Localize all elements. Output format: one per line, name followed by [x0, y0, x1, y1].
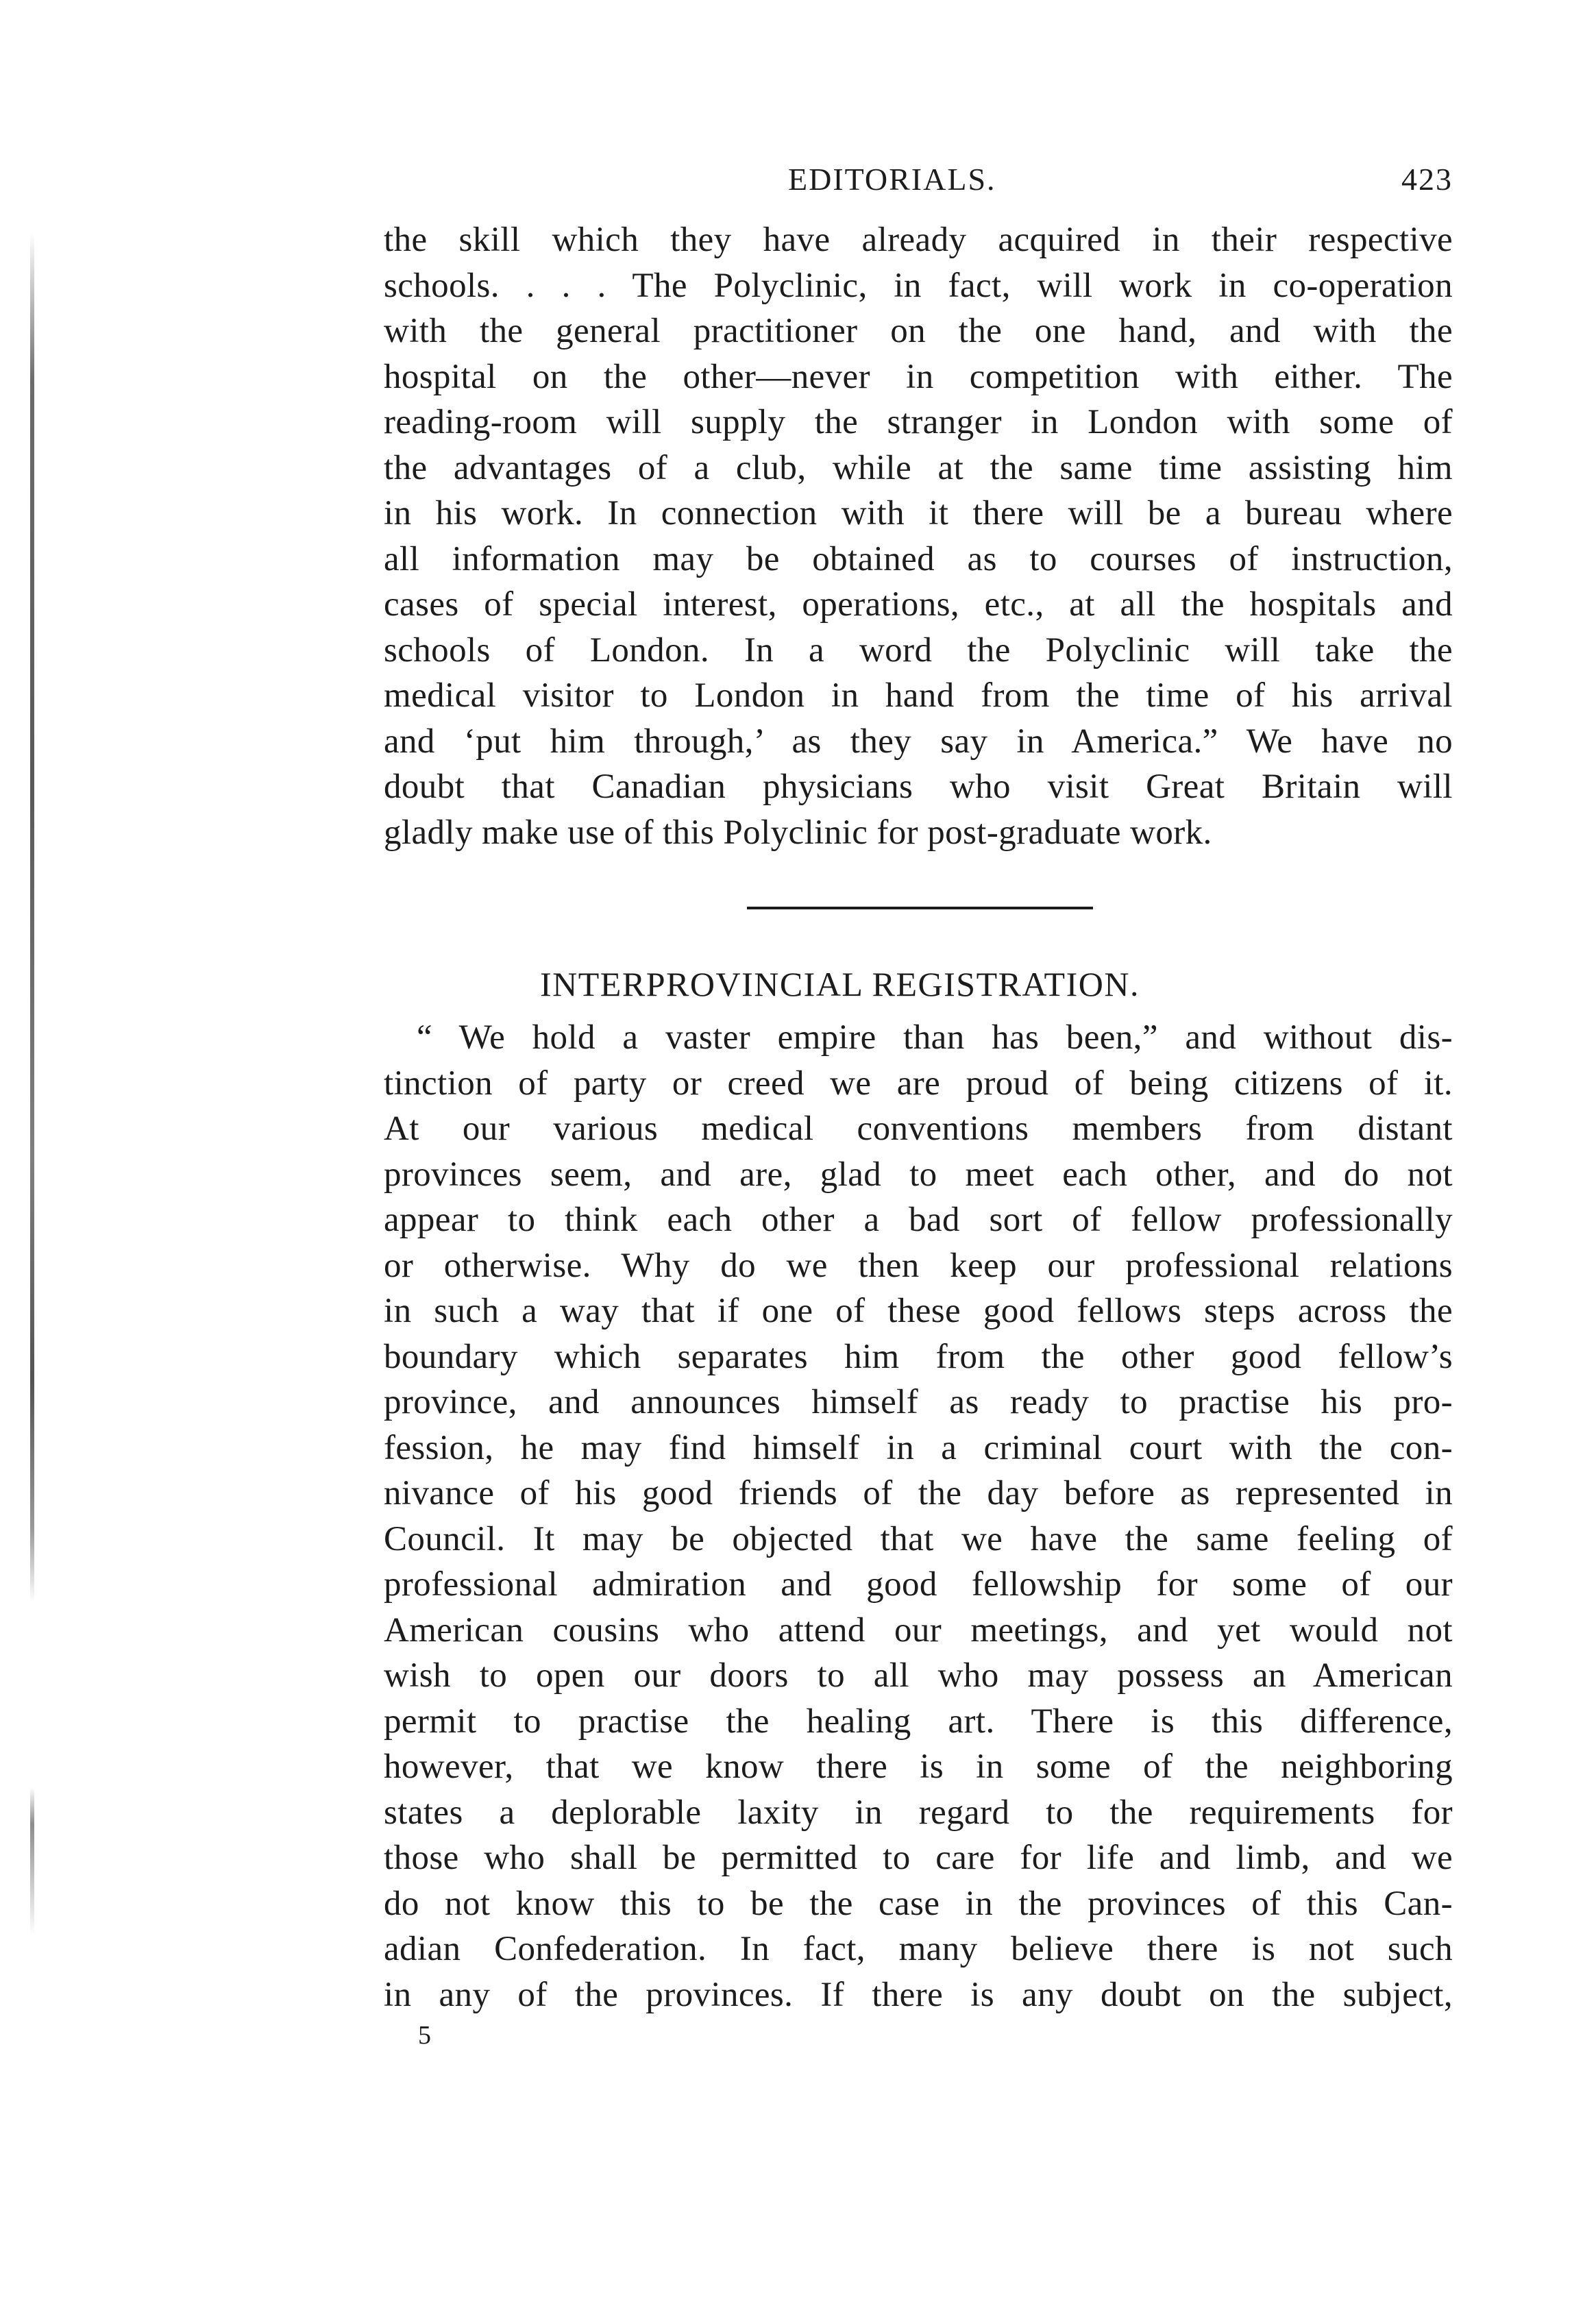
- text-line: wish to open our doors to all who may possess an American: [384, 1656, 1453, 1695]
- text-line: schools. . . . The Polyclinic, in fact, will work in co-operation: [384, 266, 1453, 305]
- text-line: or otherwise. Why do we then keep our professional relations: [384, 1246, 1453, 1285]
- section-divider: [747, 907, 1093, 909]
- section-heading: INTERPROVINCIAL REGISTRATION.: [540, 965, 1140, 1003]
- book-page: [384, 154, 1453, 2050]
- scan-edge-shadow: [30, 233, 34, 2083]
- text-line: however, that we know there is in some of the neighboring: [384, 1748, 1453, 1786]
- registration-paragraph: [384, 1015, 1453, 2018]
- text-line: medical visitor to London in hand from the time of his arrival: [384, 676, 1453, 715]
- text-line: provinces seem, and are, glad to meet each other, and do not: [384, 1155, 1453, 1194]
- text-line: do not know this to be the case in the provinces of this Can-: [384, 1884, 1453, 1923]
- text-line: permit to practise the healing art. There is this difference,: [384, 1702, 1453, 1741]
- text-line: in his work. In connection with it there will be a bureau where: [384, 494, 1453, 532]
- polyclinic-paragraph: [384, 217, 1453, 855]
- text-line: reading-room will supply the stranger in London with some of: [384, 403, 1453, 441]
- text-line: gladly make use of this Polyclinic for post-graduate work.: [384, 813, 1212, 852]
- text-line: adian Confederation. In fact, many believe there is not such: [384, 1930, 1453, 1968]
- text-line: professional admiration and good fellowship for some of our: [384, 1565, 1453, 1604]
- text-line: cases of special interest, operations, etc., at all the hospitals and: [384, 585, 1453, 624]
- text-line: in such a way that if one of these good fellows steps across the: [384, 1292, 1453, 1330]
- text-line: with the general practitioner on the one hand, and with the: [384, 312, 1453, 350]
- page-number: 423: [1401, 162, 1453, 197]
- running-header: [384, 154, 1453, 202]
- text-line: the advantages of a club, while at the same time assisting him: [384, 448, 1453, 487]
- printer-signature-mark: 5: [418, 2021, 431, 2050]
- text-line: hospital on the other—never in competition with either. The: [384, 357, 1453, 396]
- text-line: nivance of his good friends of the day before as represented in: [384, 1474, 1453, 1512]
- text-line: the skill which they have already acquired in their respective: [384, 221, 1453, 259]
- text-line: states a deplorable laxity in regard to the requirements for: [384, 1793, 1453, 1832]
- text-line: “ We hold a vaster empire than has been,” and without dis-: [417, 1018, 1453, 1057]
- text-line: tinction of party or creed we are proud of being citizens of it.: [384, 1064, 1453, 1103]
- text-line: those who shall be permitted to care for life and limb, and we: [384, 1839, 1453, 1877]
- text-line: and ‘put him through,’ as they say in America.” We have no: [384, 722, 1453, 761]
- text-line: in any of the provinces. If there is any doubt on the subject,: [384, 1975, 1453, 2014]
- text-line: schools of London. In a word the Polyclinic will take the: [384, 630, 1453, 670]
- text-line: doubt that Canadian physicians who visit Great Britain will: [384, 768, 1453, 806]
- text-line: American cousins who attend our meetings, and yet would not: [384, 1610, 1453, 1650]
- text-line: all information may be obtained as to courses of instruction,: [384, 539, 1453, 578]
- text-line: appear to think each other a bad sort of fellow professionally: [384, 1201, 1453, 1239]
- text-line: province, and announces himself as ready to practise his pro-: [384, 1383, 1453, 1421]
- running-title: EDITORIALS.: [788, 162, 996, 197]
- text-line: fession, he may find himself in a criminal court with the con-: [384, 1428, 1453, 1467]
- text-line: Council. It may be objected that we have the same feeling of: [384, 1519, 1453, 1558]
- text-line: At our various medical conventions members from distant: [384, 1110, 1453, 1148]
- text-line: boundary which separates him from the other good fellow’s: [384, 1337, 1453, 1376]
